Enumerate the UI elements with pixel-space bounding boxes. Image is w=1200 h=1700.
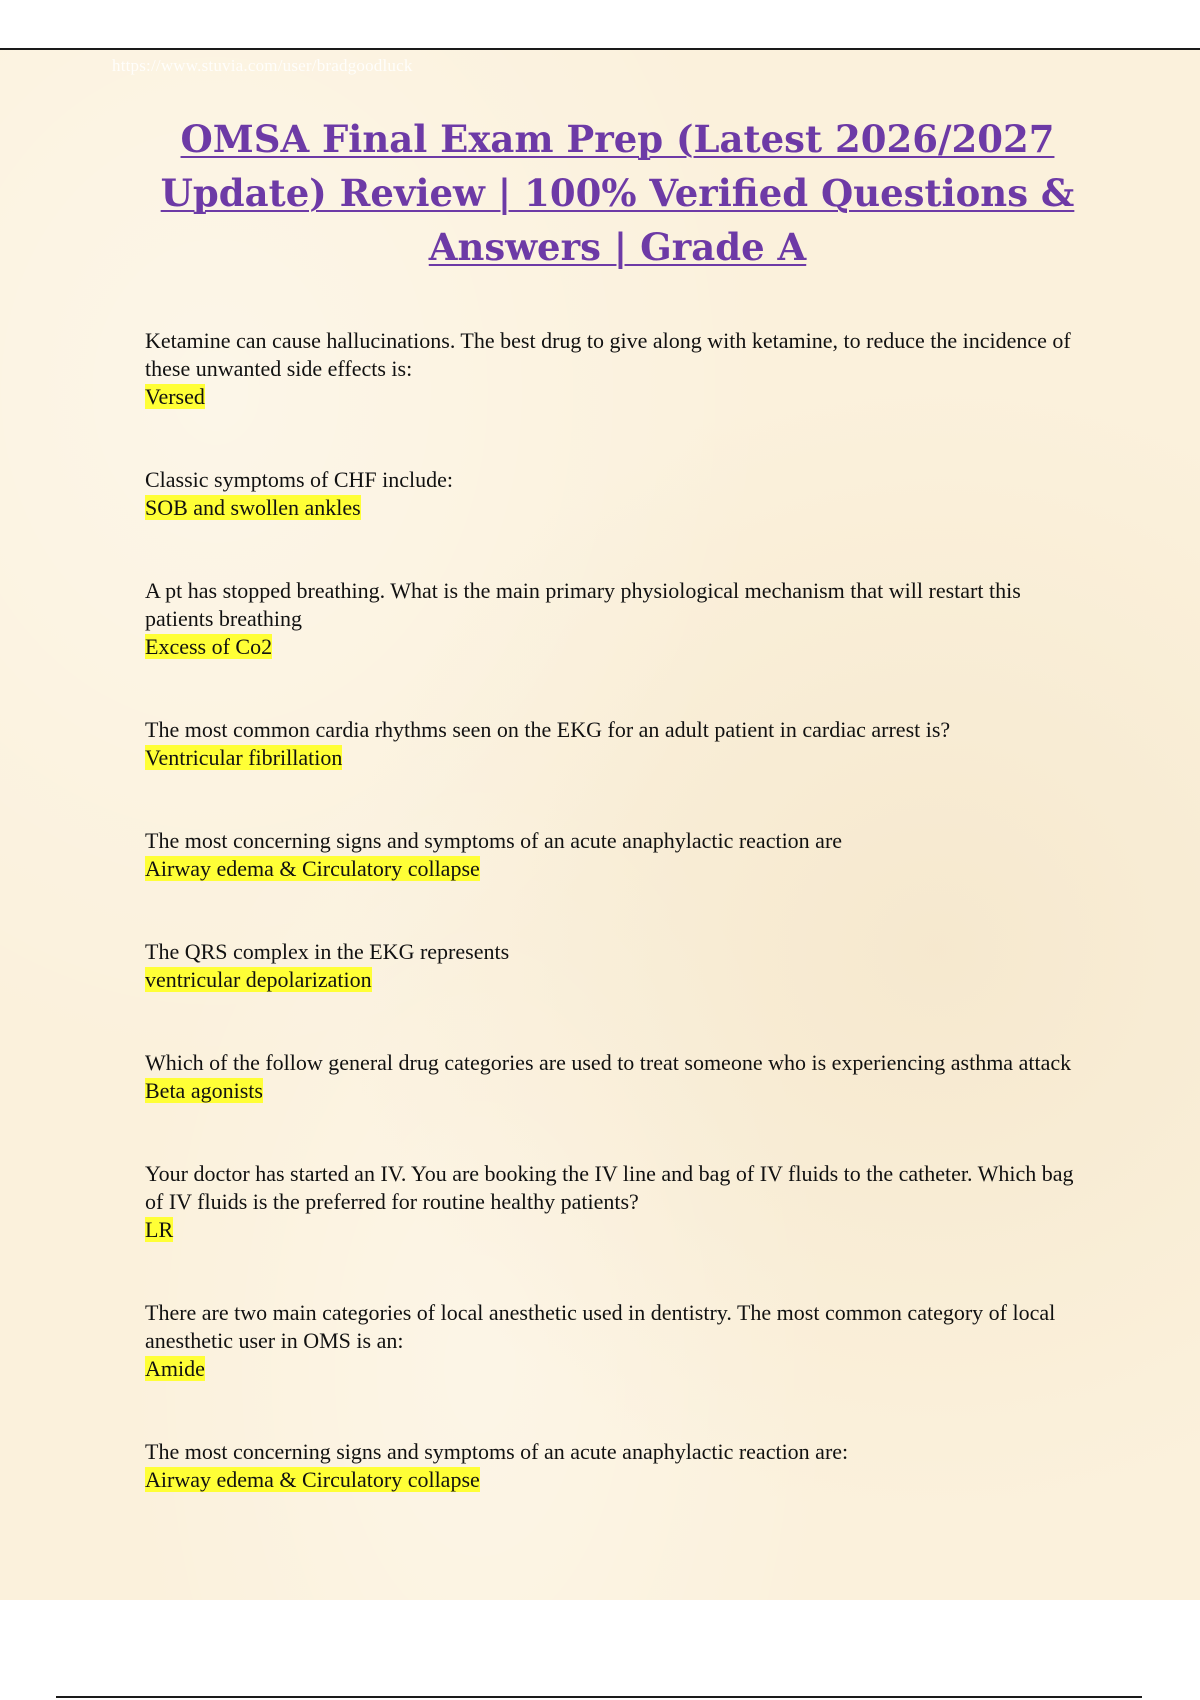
document-title: OMSA Final Exam Prep (Latest 2026/2027 Update) Review | 100% Verified Questions & Answers | Grade A	[160, 117, 1075, 269]
answer-highlight: SOB and swollen ankles	[145, 495, 361, 520]
answer-highlight: Excess of Co2	[145, 634, 273, 659]
question-text: The most concerning signs and symptoms of an acute anaphylactic reaction are:	[145, 1439, 849, 1464]
answer-highlight: Versed	[145, 384, 205, 409]
question-text: Ketamine can cause hallucinations. The best drug to give along with ketamine, to reduce the incidence of these unwanted side effects is:	[145, 328, 1071, 381]
qa-item	[145, 1049, 1090, 1105]
answer-highlight: Airway edema & Circulatory collapse	[145, 1467, 480, 1492]
answer-highlight: ventricular depolarization	[145, 967, 372, 992]
question-text: Your doctor has started an IV. You are booking the IV line and bag of IV fluids to the catheter. Which bag of IV fluids is the preferred for routine healthy patients?	[145, 1161, 1074, 1214]
bottom-rule	[56, 1696, 1142, 1698]
qa-item	[145, 938, 1090, 994]
question-text: Classic symptoms of CHF include:	[145, 467, 453, 492]
answer-highlight: LR	[145, 1217, 174, 1242]
answer-highlight: Ventricular fibrillation	[145, 745, 343, 770]
watermark-url: https://www.stuvia.com/user/bradgoodluck	[112, 56, 413, 75]
document-page	[0, 50, 1200, 1600]
qa-item	[145, 1160, 1090, 1244]
question-text: A pt has stopped breathing. What is the main primary physiological mechanism that will restart this patients breathing	[145, 578, 1021, 631]
answer-highlight: Airway edema & Circulatory collapse	[145, 856, 480, 881]
question-text: There are two main categories of local anesthetic used in dentistry. The most common category of local anesthetic user in OMS is an:	[145, 1300, 1056, 1353]
qa-item	[145, 1299, 1090, 1383]
question-text: The most concerning signs and symptoms of an acute anaphylactic reaction are	[145, 828, 843, 853]
question-text: Which of the follow general drug categories are used to treat someone who is experiencing asthma attack	[145, 1050, 1072, 1075]
qa-list	[145, 327, 1090, 1549]
question-text: The most common cardia rhythms seen on the EKG for an adult patient in cardiac arrest is?	[145, 717, 951, 742]
qa-item	[145, 466, 1090, 522]
qa-item	[145, 716, 1090, 772]
qa-item	[145, 577, 1090, 661]
answer-highlight: Amide	[145, 1356, 205, 1381]
question-text: The QRS complex in the EKG represents	[145, 939, 510, 964]
answer-highlight: Beta agonists	[145, 1078, 263, 1103]
qa-item	[145, 1438, 1090, 1494]
qa-item	[145, 827, 1090, 883]
qa-item	[145, 327, 1090, 411]
